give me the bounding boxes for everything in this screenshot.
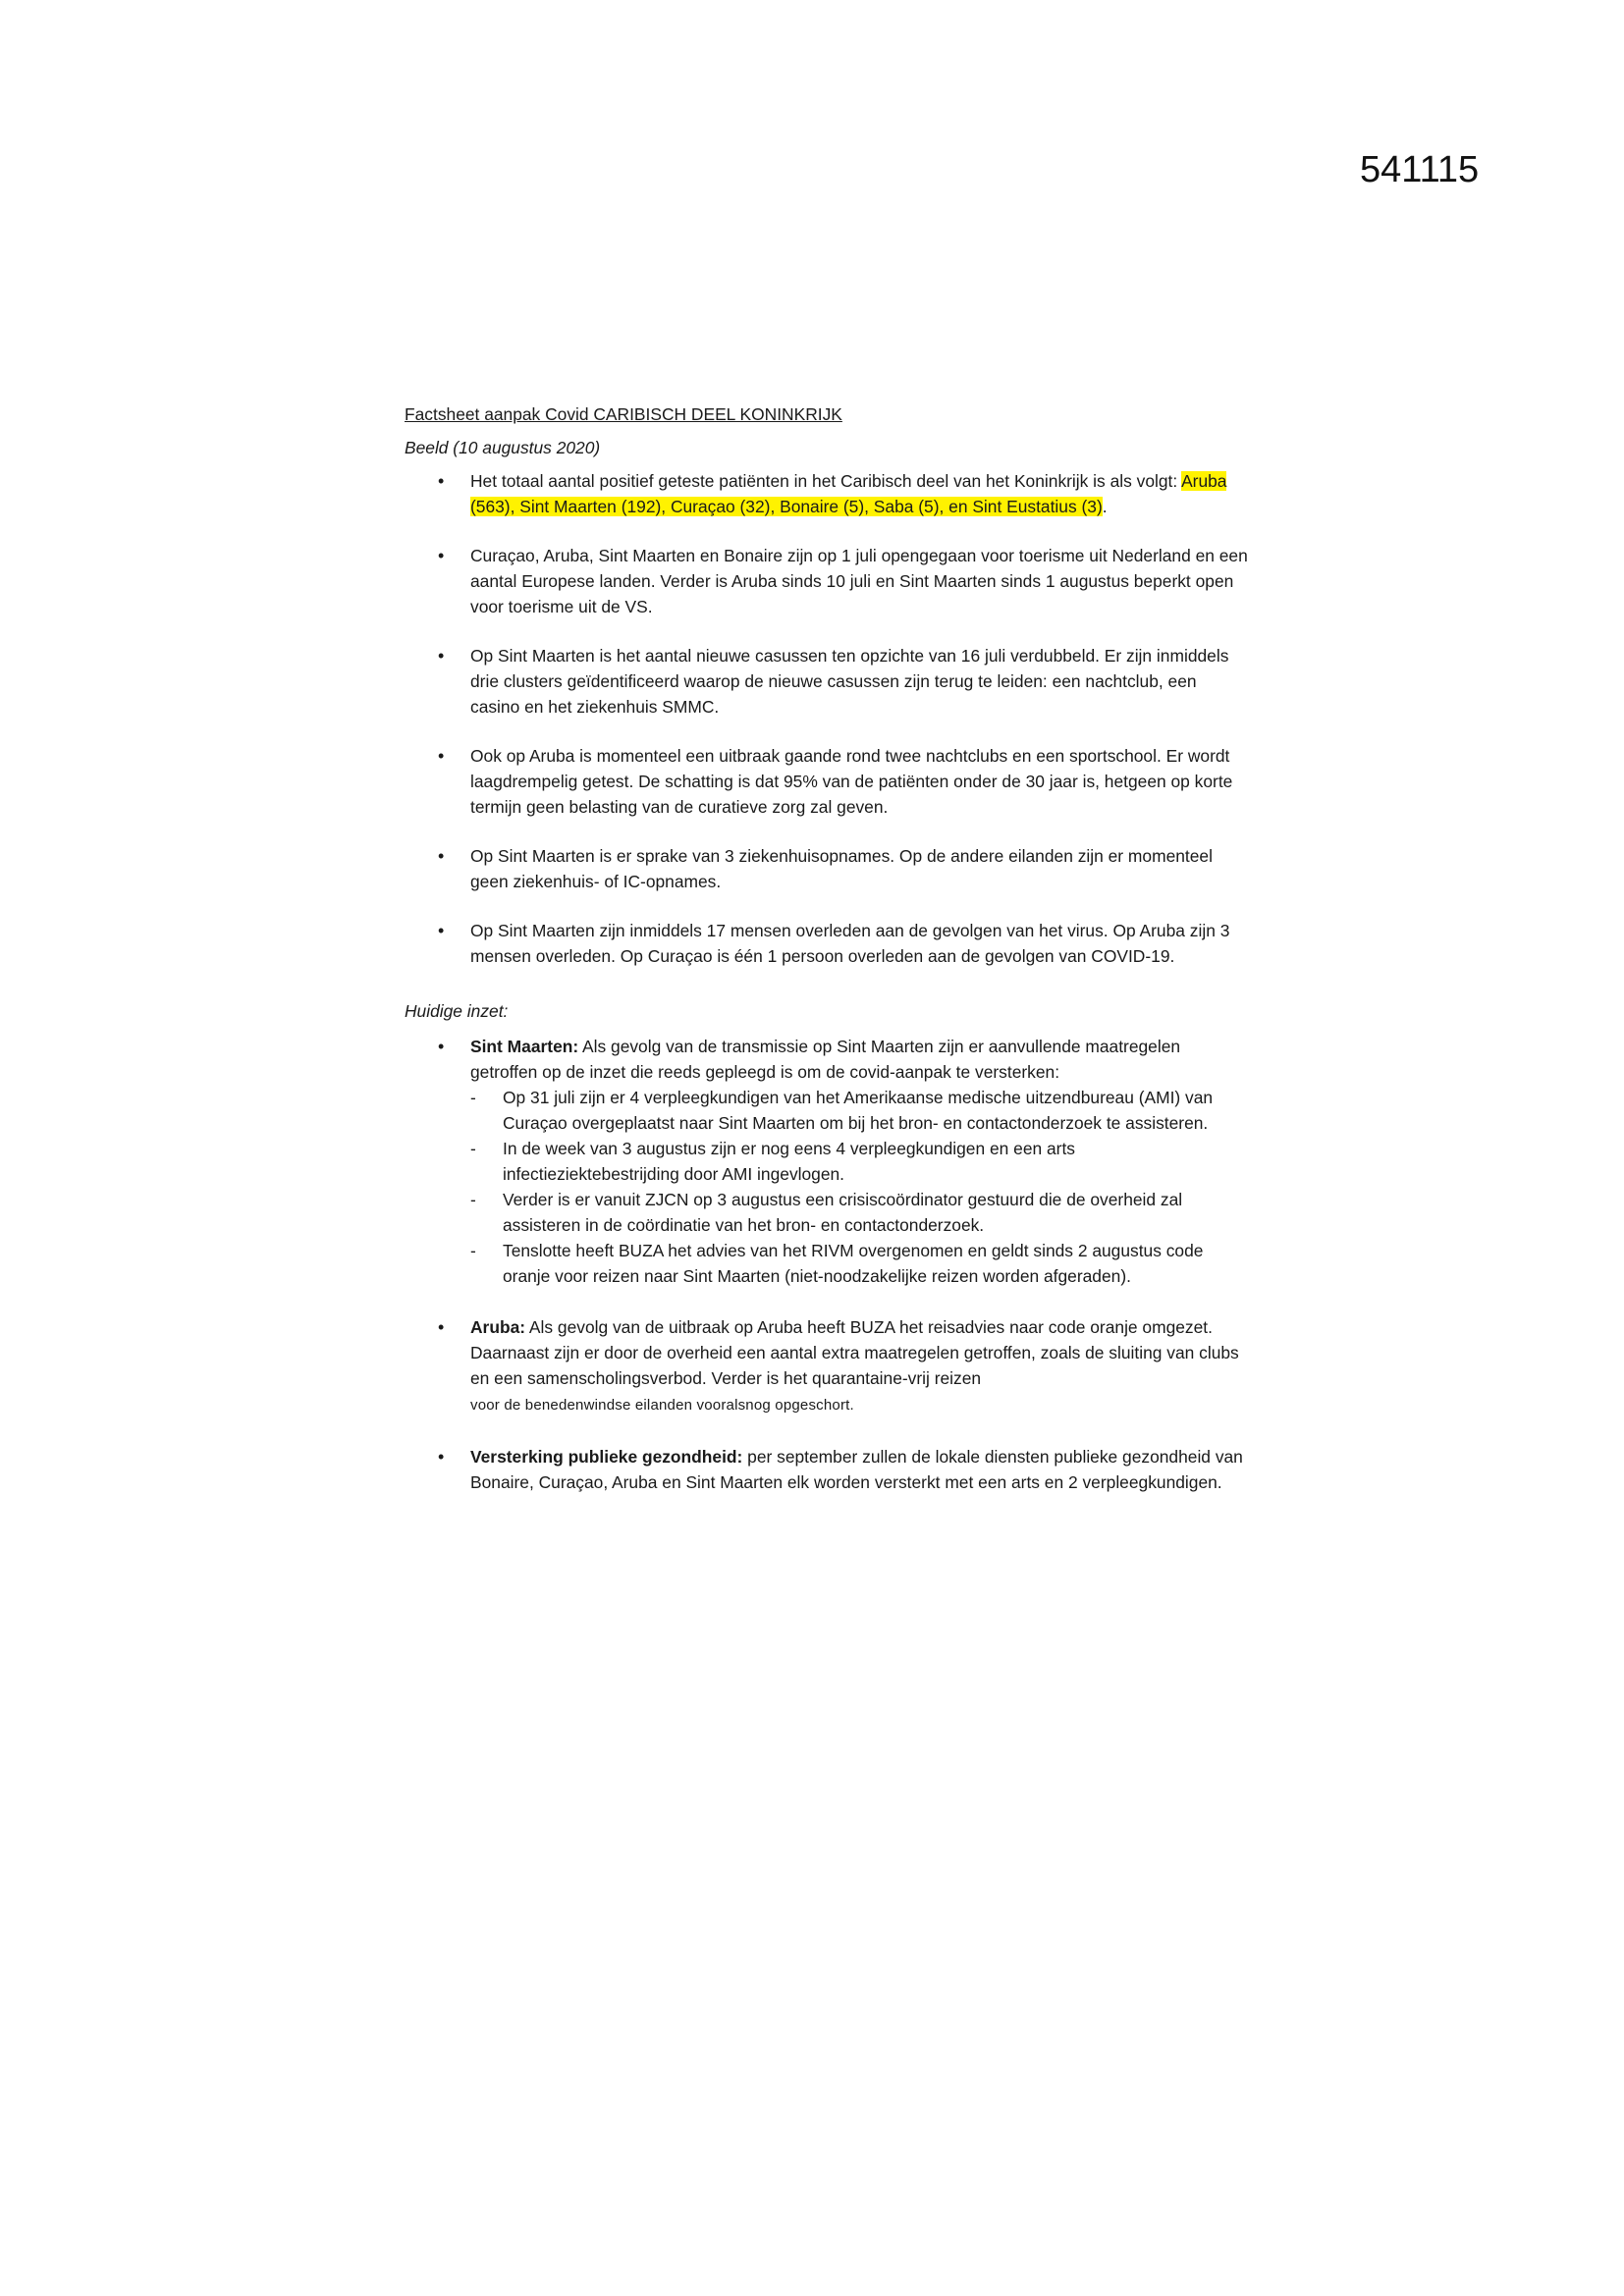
item-label: Aruba:: [470, 1317, 526, 1337]
item-label: Sint Maarten:: [470, 1037, 579, 1056]
list-item: • Curaçao, Aruba, Sint Maarten en Bonaire zijn op 1 juli opengegaan voor toerisme uit Nederland en een aantal Europese landen. Verder is Aruba sinds 10 juli en Sint Maarten sinds 1 augustus beperkt open voor toerisme uit de VS.: [405, 543, 1249, 619]
item-text-small: voor de benedenwindse eilanden vooralsnog opgeschort.: [470, 1397, 854, 1414]
list-item: • Op Sint Maarten zijn inmiddels 17 mensen overleden aan de gevolgen van het virus. Op Aruba zijn 3 mensen overleden. Op Curaçao is één 1 persoon overleden aan de gevolgen van COVID-19.: [405, 918, 1249, 969]
sub-list-item: - Verder is er vanuit ZJCN op 3 augustus een crisiscoördinator gestuurd die de overheid zal assisteren in de coördinatie van het bron- en contactonderzoek.: [470, 1187, 1249, 1238]
factsheet-body: [405, 401, 1249, 1521]
sub-list-item: - In de week van 3 augustus zijn er nog eens 4 verpleegkundigen en een arts infectieziektebestrijding door AMI ingevlogen.: [470, 1136, 1249, 1187]
list-item: • Ook op Aruba is momenteel een uitbraak gaande rond twee nachtclubs en een sportschool. Er wordt laagdrempelig getest. De schatting is dat 95% van de patiënten onder de 30 jaar is, hetgeen op korte termijn geen belasting van de curatieve zorg zal geven.: [405, 743, 1249, 820]
page-title: Factsheet aanpak Covid CARIBISCH DEEL KONINKRIJK: [405, 404, 842, 424]
bullet-text: Het totaal aantal positief geteste patiënten in het Caribisch deel van het Koninkrijk is als volgt:: [470, 471, 1182, 491]
item-text: per september zullen de lokale diensten publieke gezondheid van Bonaire, Curaçao, Aruba en Sint Maarten elk worden versterkt met een arts en 2 verpleegkundigen.: [470, 1447, 1243, 1492]
list-item: • Op Sint Maarten is het aantal nieuwe casussen ten opzichte van 16 juli verdubbeld. Er zijn inmiddels drie clusters geïdentificeerd waarop de nieuwe casussen zijn terug te leiden: een nachtclub, een casino en het ziekenhuis SMMC.: [405, 643, 1249, 720]
list-item: [405, 1034, 1249, 1289]
document-number: 541115: [1360, 149, 1480, 190]
section-heading: Huidige inzet:: [405, 1001, 509, 1021]
sub-list-item: - Tenslotte heeft BUZA het advies van het RIVM overgenomen en geldt sinds 2 augustus code oranje voor reizen naar Sint Maarten (niet-noodzakelijke reizen worden afgeraden).: [470, 1238, 1249, 1289]
item-text: Als gevolg van de transmissie op Sint Maarten zijn er aanvullende maatregelen getroffen op de inzet die reeds gepleegd is om de covid-aanpak te versterken:: [470, 1037, 1181, 1082]
sub-list-item: - Op 31 juli zijn er 4 verpleegkundigen van het Amerikaanse medische uitzendbureau (AMI) van Curaçao overgeplaatst naar Sint Maarten om bij het bron- en contactonderzoek te assisteren.: [470, 1085, 1249, 1136]
list-item: [405, 1314, 1249, 1418]
list-item: • Op Sint Maarten is er sprake van 3 ziekenhuisopnames. Op de andere eilanden zijn er momenteel geen ziekenhuis- of IC-opnames.: [405, 843, 1249, 894]
item-label: Versterking publieke gezondheid:: [470, 1447, 743, 1467]
summary-list: [405, 468, 1249, 969]
date-line: Beeld (10 augustus 2020): [405, 438, 601, 457]
list-item: [405, 1444, 1249, 1495]
inzet-list: [405, 1034, 1249, 1495]
list-item: [405, 468, 1249, 519]
sub-list: [470, 1085, 1249, 1289]
item-text: Als gevolg van de uitbraak op Aruba heeft BUZA het reisadvies naar code oranje omgezet. Daarnaast zijn er door de overheid een aantal extra maatregelen getroffen, zoals de sluiting van clubs en een samenscholingsverbod. Verder is het quarantaine-vrij reizen: [470, 1317, 1239, 1388]
bullet-text-end: .: [1102, 497, 1108, 516]
highlighted-text: Aruba (563), Sint Maarten (192), Curaçao (32), Bonaire (5), Saba (5), en Sint Eustatius (3): [470, 471, 1227, 516]
